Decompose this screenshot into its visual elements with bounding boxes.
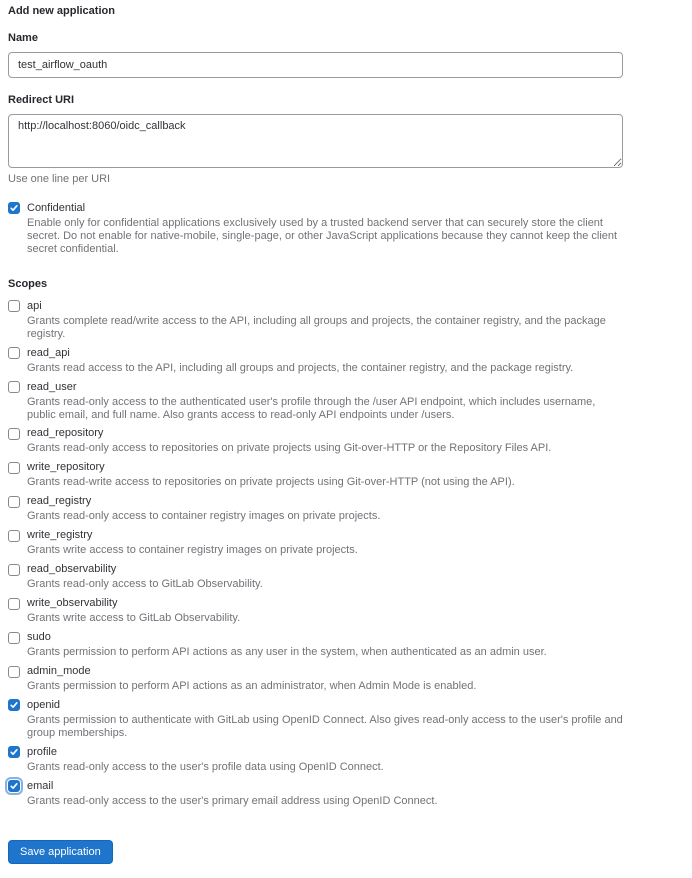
scope-read_user-description: Grants read-only access to the authenticated user's profile through the /user API endpoint, which includes username, public email, and full name. Also grants access to read-only API endpoints under /users. bbox=[27, 395, 596, 421]
redirect-uri-help: Use one line per URI bbox=[8, 172, 111, 185]
scope-read_registry-checkbox[interactable] bbox=[8, 496, 20, 508]
scope-read_api-checkbox[interactable] bbox=[8, 347, 20, 359]
scope-sudo-checkbox[interactable] bbox=[8, 632, 20, 644]
scope-item-admin_mode bbox=[8, 665, 623, 693]
confidential-label[interactable]: Confidential bbox=[27, 201, 86, 214]
scope-item-read_user bbox=[8, 381, 623, 422]
name-label: Name bbox=[8, 31, 38, 44]
scope-item-write_registry bbox=[8, 529, 623, 557]
scope-item-read_registry bbox=[8, 495, 623, 523]
scope-openid-label[interactable]: openid bbox=[27, 698, 61, 711]
scope-sudo-description: Grants permission to perform API actions as any user in the system, when authenticated as an admin user. bbox=[27, 646, 547, 659]
scope-write_registry-description: Grants write access to container registry images on private projects. bbox=[27, 544, 358, 557]
scope-write_observability-description: Grants write access to GitLab Observability. bbox=[27, 612, 241, 625]
scope-item-sudo bbox=[8, 631, 623, 659]
scope-openid-description: Grants permission to authenticate with GitLab using OpenID Connect. Also gives read-only access to the user's profile and group memberships. bbox=[27, 713, 623, 739]
scope-read_observability-label[interactable]: read_observability bbox=[27, 563, 117, 576]
scope-read_repository-checkbox[interactable] bbox=[8, 428, 20, 440]
scope-admin_mode-checkbox[interactable] bbox=[8, 666, 20, 678]
check-icon bbox=[9, 700, 19, 710]
scope-read_observability-checkbox[interactable] bbox=[8, 564, 20, 576]
scope-email-checkbox[interactable] bbox=[8, 780, 20, 792]
name-field-group bbox=[8, 32, 623, 78]
name-input[interactable] bbox=[8, 52, 623, 78]
scope-read_observability-description: Grants read-only access to GitLab Observability. bbox=[27, 578, 263, 591]
scope-admin_mode-label[interactable]: admin_mode bbox=[27, 665, 91, 678]
scopes-list bbox=[8, 300, 623, 808]
scope-item-email bbox=[8, 780, 623, 808]
scope-read_user-label[interactable]: read_user bbox=[27, 380, 77, 393]
redirect-uri-textarea[interactable] bbox=[8, 114, 623, 168]
scope-item-read_observability bbox=[8, 563, 623, 591]
scope-api-description: Grants complete read/write access to the API, including all groups and projects, the container registry, and the package registry. bbox=[27, 314, 606, 340]
scope-profile-description: Grants read-only access to the user's profile data using OpenID Connect. bbox=[27, 760, 384, 773]
scope-api-label[interactable]: api bbox=[27, 299, 42, 312]
scope-item-api bbox=[8, 300, 623, 341]
scope-write_repository-checkbox[interactable] bbox=[8, 462, 20, 474]
confidential-description: Enable only for confidential applications exclusively used by a trusted backend server that can securely store the client secret. Do not enable for native-mobile, single-page, or other JavaScript applications because they cannot keep the client secret confidential. bbox=[27, 216, 618, 255]
scope-read_registry-label[interactable]: read_registry bbox=[27, 495, 92, 508]
scope-email-label[interactable]: email bbox=[27, 779, 54, 792]
scope-write_observability-label[interactable]: write_observability bbox=[27, 597, 118, 610]
check-icon bbox=[9, 781, 19, 791]
scope-read_repository-label[interactable]: read_repository bbox=[27, 427, 104, 440]
scope-sudo-label[interactable]: sudo bbox=[27, 631, 51, 644]
scope-read_api-description: Grants read access to the API, including all groups and projects, the container registry, and the package registry. bbox=[27, 361, 574, 374]
scope-admin_mode-description: Grants permission to perform API actions as an administrator, when Admin Mode is enabled. bbox=[27, 680, 477, 692]
scopes-label: Scopes bbox=[8, 277, 48, 290]
confidential-item bbox=[8, 202, 623, 256]
scope-write_registry-checkbox[interactable] bbox=[8, 530, 20, 542]
save-application-button[interactable]: Save application bbox=[8, 840, 113, 864]
redirect-uri-field-group bbox=[8, 94, 623, 186]
scope-api-checkbox[interactable] bbox=[8, 300, 20, 312]
check-icon bbox=[9, 747, 19, 757]
scope-item-write_repository bbox=[8, 461, 623, 489]
scope-email-description: Grants read-only access to the user's primary email address using OpenID Connect. bbox=[27, 794, 438, 807]
scope-item-profile bbox=[8, 746, 623, 774]
scope-item-read_repository bbox=[8, 427, 623, 455]
redirect-uri-label: Redirect URI bbox=[8, 93, 75, 106]
scope-profile-label[interactable]: profile bbox=[27, 745, 57, 758]
scope-write_registry-label[interactable]: write_registry bbox=[27, 529, 93, 542]
scope-read_user-checkbox[interactable] bbox=[8, 381, 20, 393]
scope-write_repository-description: Grants read-write access to repositories on private projects using Git-over-HTTP (not using the API). bbox=[27, 476, 515, 489]
scope-openid-checkbox[interactable] bbox=[8, 699, 20, 711]
confidential-checkbox[interactable] bbox=[8, 202, 20, 214]
scope-write_repository-label[interactable]: write_repository bbox=[27, 461, 105, 474]
scope-write_observability-checkbox[interactable] bbox=[8, 598, 20, 610]
scope-item-openid bbox=[8, 699, 623, 740]
scope-read_repository-description: Grants read-only access to repositories on private projects using Git-over-HTTP or the Repository Files API. bbox=[27, 442, 552, 455]
scope-item-write_observability bbox=[8, 597, 623, 625]
scope-read_registry-description: Grants read-only access to container registry images on private projects. bbox=[27, 510, 381, 523]
scope-profile-checkbox[interactable] bbox=[8, 746, 20, 758]
scope-read_api-label[interactable]: read_api bbox=[27, 346, 70, 359]
scope-item-read_api bbox=[8, 347, 623, 375]
check-icon bbox=[9, 203, 19, 213]
page-title: Add new application bbox=[8, 5, 115, 17]
